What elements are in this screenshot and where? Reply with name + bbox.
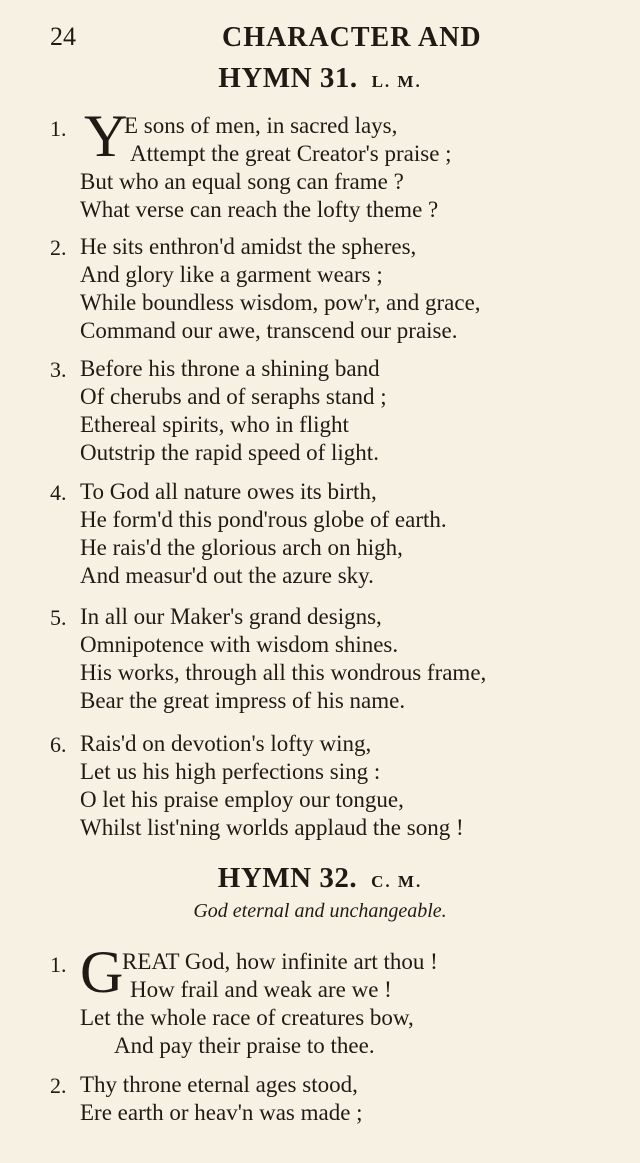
- stanza-line: Of cherubs and of seraphs stand ;: [80, 384, 387, 409]
- verse-number: 1.: [50, 116, 67, 141]
- hymn-31-stanza-6: [50, 730, 635, 842]
- verse-number: 1.: [50, 952, 67, 977]
- stanza-line: And measur'd out the azure sky.: [80, 563, 374, 588]
- hymn-31-title: HYMN 31.: [218, 62, 358, 94]
- stanza-line: Let the whole race of creatures bow,: [80, 1005, 414, 1030]
- stanza-line: Attempt the great Creator's praise ;: [130, 141, 452, 166]
- hymn-32-stanza-2: [50, 1071, 635, 1131]
- stanza-line: Whilst list'ning worlds applaud the song !: [80, 815, 464, 840]
- running-head: CHARACTER AND: [222, 22, 482, 53]
- hymn-31-heading: [0, 62, 640, 95]
- hymn-32-heading: [0, 862, 640, 895]
- hymn-31-stanza-2: [50, 233, 635, 345]
- drop-cap: G: [80, 939, 124, 1005]
- hymn-31-stanza-5: [50, 603, 635, 715]
- hymn-31-meter: L. M.: [371, 72, 422, 91]
- stanza-line: O let his praise employ our tongue,: [80, 787, 404, 812]
- stanza-line: Rais'd on devotion's lofty wing,: [80, 731, 372, 756]
- stanza-line: Command our awe, transcend our praise.: [80, 318, 458, 343]
- hymn-32-subtitle: God eternal and unchangeable.: [193, 900, 447, 922]
- stanza-line: To God all nature owes its birth,: [80, 479, 377, 504]
- stanza-line: Ere earth or heav'n was made ;: [80, 1100, 363, 1125]
- hymn-32-meter: C. M.: [371, 872, 423, 891]
- stanza-line: Let us his high perfections sing :: [80, 759, 381, 784]
- hymn-31-stanza-3: [50, 355, 635, 467]
- verse-number: 5.: [50, 605, 67, 630]
- hymn-31-stanza-1: [50, 103, 635, 224]
- stanza-line: He form'd this pond'rous globe of earth.: [80, 507, 447, 532]
- stanza-line: What verse can reach the lofty theme ?: [80, 197, 439, 222]
- stanza-line: And glory like a garment wears ;: [80, 262, 383, 287]
- stanza-line: While boundless wisdom, pow'r, and grace,: [80, 290, 481, 315]
- hymn-32-title: HYMN 32.: [217, 862, 358, 894]
- stanza-line: REAT God, how infinite art thou !: [122, 949, 438, 974]
- verse-number: 2.: [50, 1073, 67, 1098]
- stanza-line: Before his throne a shining band: [80, 356, 380, 381]
- drop-cap: Y: [84, 103, 128, 169]
- hymn-32-stanza-1: [50, 939, 635, 1060]
- stanza-line: Outstrip the rapid speed of light.: [80, 440, 379, 465]
- verse-number: 4.: [50, 480, 67, 505]
- stanza-line: But who an equal song can frame ?: [80, 169, 404, 194]
- stanza-line: Bear the great impress of his name.: [80, 688, 406, 713]
- page-number: 24: [50, 22, 76, 51]
- stanza-line: He sits enthron'd amidst the spheres,: [80, 234, 417, 259]
- stanza-line: His works, through all this wondrous frame,: [80, 660, 487, 685]
- hymn-31-stanza-4: [50, 478, 635, 590]
- stanza-line: And pay their praise to thee.: [114, 1033, 375, 1058]
- verse-number: 3.: [50, 357, 67, 382]
- stanza-line: How frail and weak are we !: [130, 977, 392, 1002]
- stanza-line: In all our Maker's grand designs,: [80, 604, 382, 629]
- stanza-line: Ethereal spirits, who in flight: [80, 412, 349, 437]
- stanza-line: He rais'd the glorious arch on high,: [80, 535, 403, 560]
- verse-number: 2.: [50, 235, 67, 260]
- stanza-line: E sons of men, in sacred lays,: [124, 113, 398, 138]
- page-header: [0, 18, 640, 58]
- stanza-line: Omnipotence with wisdom shines.: [80, 632, 399, 657]
- stanza-line: Thy throne eternal ages stood,: [80, 1072, 358, 1097]
- verse-number: 6.: [50, 732, 67, 757]
